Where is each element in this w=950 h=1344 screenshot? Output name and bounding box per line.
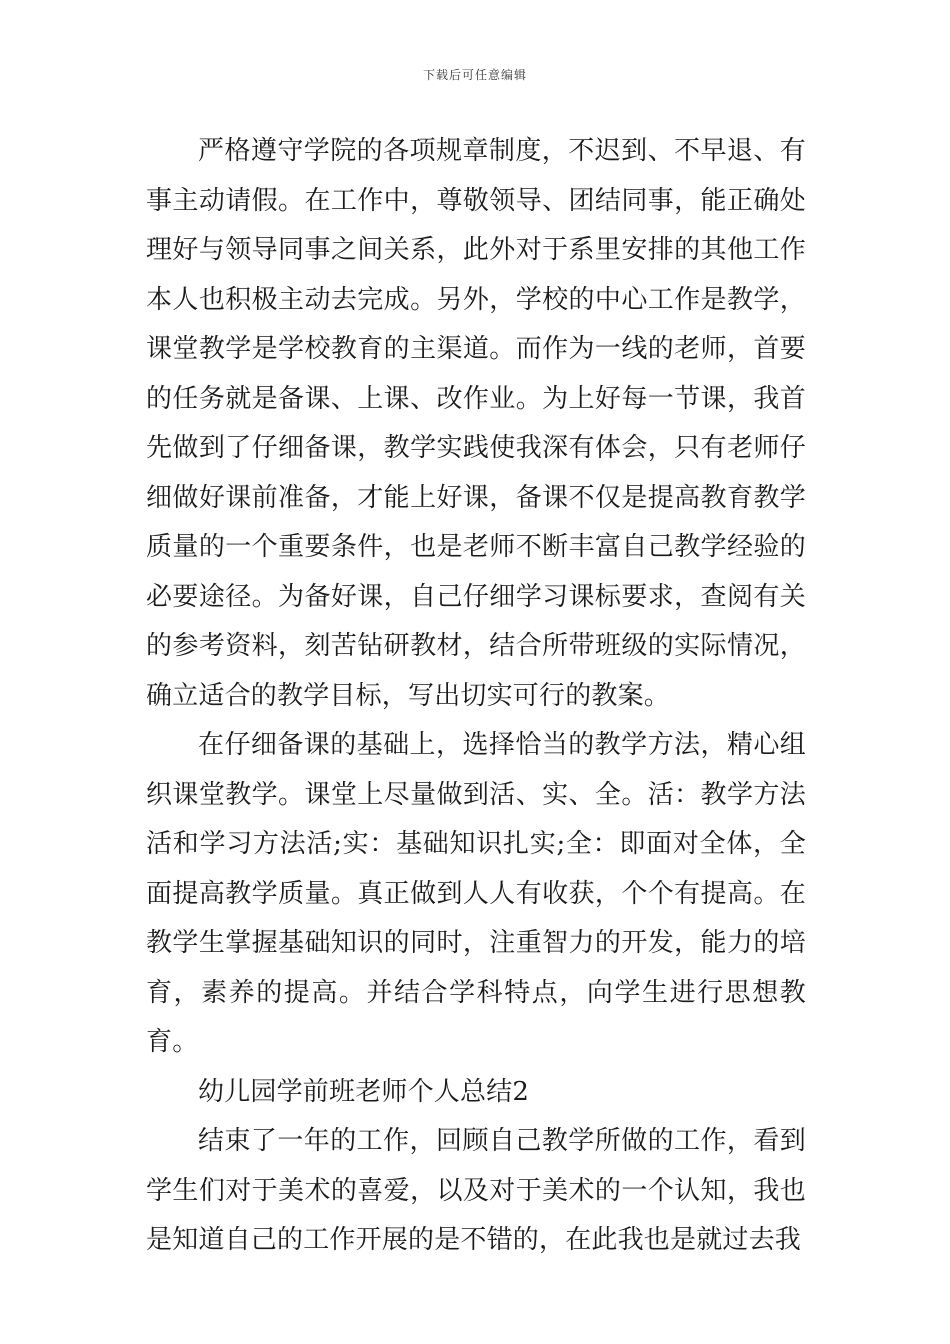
paragraph-teaching-method: 在仔细备课的基础上，选择恰当的教学方法，精心组织课堂教学。课堂上尽量做到活、实、全。活：教学方法活和学习方法活;实：基础知识扎实;全：即面对全体，全面提高教学质量。真正做到人人有收获，个个有提高。在教学生掌握基础知识的同时，注重智力的开发，能力的培育，素养的提高。并结合学科特点，向学生进行思想教育。: [146, 730, 806, 1057]
section-heading: 幼儿园学前班老师个人总结2: [198, 1076, 530, 1107]
document-body: [146, 127, 806, 1266]
paragraph-discipline: 严格遵守学院的各项规章制度，不迟到、不早退、有事主动请假。在工作中，尊敬领导、团结同事，能正确处理好与领导同事之间关系，此外对于系里安排的其他工作本人也积极主动去完成。另外，学校的中心工作是教学，课堂教学是学校教育的主渠道。而作为一线的老师，首要的任务就是备课、上课、改作业。为上好每一节课，我首先做到了仔细备课，教学实践使我深有体会，只有老师仔细做好课前准备，才能上好课，备课不仅是提高教育教学质量的一个重要条件，也是老师不断丰富自己教学经验的必要途径。为备好课，自己仔细学习课标要求，查阅有关的参考资料，刻苦钻研教材，结合所带班级的实际情况，确立适合的教学目标，写出切实可行的教案。: [146, 136, 806, 711]
paragraph-summary-intro: 结束了一年的工作，回顾自己教学所做的工作，看到学生们对于美术的喜爱，以及对于美术的一个认知，我也是知道自己的工作开展的是不错的，在此我也是就过去我: [146, 1126, 806, 1255]
header-note: 下载后可任意编辑: [422, 68, 527, 82]
